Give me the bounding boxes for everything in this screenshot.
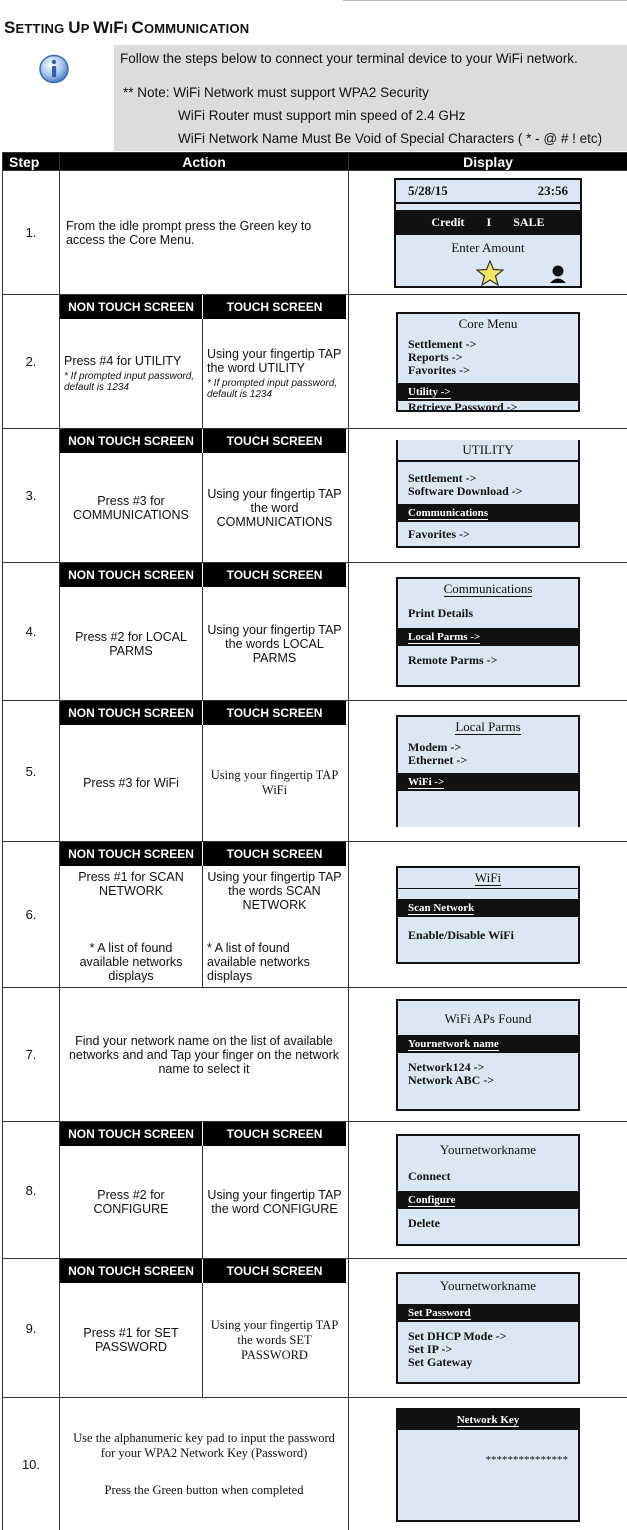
non-touch-header: NON TOUCH SCREEN [60,1259,203,1283]
screen-selected-item: Configure [398,1191,578,1209]
screen-menu-item: Favorites -> [408,362,470,377]
touch-instruction: Using your fingertip TAP the word CONFIGURE [207,1188,342,1216]
device-screen [396,1134,580,1246]
note-line-3: WiFi Network Name Must Be Void of Special Characters ( * - @ # ! etc) [178,131,603,146]
step-number: 10. [3,1398,60,1530]
password-field: *************** [485,1453,568,1466]
device-screen [396,715,580,827]
screen-menu-item: Set Gateway [408,1355,473,1369]
top-rule [343,0,627,1]
non-touch-header: NON TOUCH SCREEN [60,842,203,866]
step-display [349,295,627,429]
screen-header: Communications [443,580,533,596]
step-number: 3. [3,429,60,563]
step-row [3,842,627,988]
step-row [3,429,627,563]
note-intro: Follow the steps below to connect your terminal device to your WiFi network. [120,51,578,66]
step-number: 4. [3,563,60,701]
screen-menu-item: Remote Parms -> [408,652,498,667]
screen-selected-item: Communications [398,504,578,522]
screen-menu-item: Modem -> [408,740,462,754]
screen-prompt: Enter Amount [451,239,525,255]
step-action: Find your network name on the list of available networks and and Tap your finger on the network name to select it [60,988,349,1122]
non-touch-instruction: Press #4 for UTILITY [64,354,182,368]
screen-selected-item: Set Password [398,1304,578,1322]
touch-header: TOUCH SCREEN [203,701,346,725]
step-display [349,1398,627,1530]
screen-menu-item: Software Download -> [408,483,523,498]
header-step: Step [3,153,60,171]
screen-sale: SALE [513,214,545,229]
screen-header: WiFi APs Found [444,1010,532,1026]
info-icon [38,54,70,84]
screen-selected-item: Utility -> [398,383,578,401]
screen-selected-item: Scan Network [398,899,578,917]
touch-instruction: Using your fingertip TAP the words SCAN NETWORK [207,870,342,912]
screen-menu-item: Favorites -> [408,526,470,541]
screen-header: UTILITY [398,440,578,462]
screen-selected-item: Local Parms -> [398,628,578,646]
screen-menu-item: Set DHCP Mode -> [408,1329,507,1343]
screen-menu-item: Connect [408,1169,451,1183]
screen-selected-item: Yournetwork name [398,1035,578,1053]
step-row [3,1122,627,1259]
note-line-2: WiFi Router must support min speed of 2.4 GHz [178,108,466,123]
non-touch-header: NON TOUCH SCREEN [60,429,203,453]
screen-header: WiFi [474,869,502,885]
screen-header: Core Menu [458,315,518,331]
step-display [349,1259,627,1398]
screen-menu-item: Print Details [408,605,473,620]
touch-instruction: Using your fingertip TAP the word UTILITY [207,347,342,375]
non-touch-header: NON TOUCH SCREEN [60,295,203,319]
screen-menu-item: Settlement -> [408,336,477,351]
non-touch-instruction: Press #3 for COMMUNICATIONS [60,453,203,562]
step-number: 5. [3,701,60,842]
screen-menu-item: Retrieve Password -> [408,399,518,414]
non-touch-instruction: Press #2 for LOCAL PARMS [60,587,203,700]
screen-date: 5/28/15 [408,182,448,198]
device-screen [396,1408,580,1522]
non-touch-instruction: Press #3 for WiFi [60,725,203,841]
screen-selected-item: WiFi -> [398,773,578,791]
step-number: 6. [3,842,60,988]
header-display: Display [349,153,627,171]
step-row [3,171,627,295]
device-screen [396,866,580,964]
steps-table [2,152,627,1530]
touch-header: TOUCH SCREEN [203,842,346,866]
step-row [3,701,627,842]
step-action: From the idle prompt press the Green key to access the Core Menu. [60,171,349,295]
non-touch-note: * If prompted input password, default is 1234 [64,371,195,393]
non-touch-note: * A list of found available networks displays [79,941,183,983]
screen-time: 23:56 [537,182,568,198]
step-display [349,563,627,701]
screen-menu-item: Settlement -> [408,470,477,485]
step-row [3,563,627,701]
device-screen [396,999,580,1111]
touch-header: TOUCH SCREEN [203,1259,346,1283]
screen-menu-item: Reports -> [408,349,463,364]
header-action: Action [60,153,349,171]
device-screen [394,178,582,288]
step-display [349,171,627,295]
step-display [349,701,627,842]
page-title: SETTING UP WIFI COMMUNICATION [4,18,250,37]
screen-credit: Credit [431,214,465,229]
step-row [3,295,627,429]
touch-instruction: Using your fingertip TAP the word COMMUNICATIONS [207,486,342,529]
screen-separator: I [486,214,492,229]
step-action: Use the alphanumeric key pad to input the password for your WPA2 Network Key (Password) [73,1431,335,1460]
non-touch-instruction: Press #1 for SET PASSWORD [60,1283,203,1397]
screen-header: Yournetworkname [439,1278,537,1293]
touch-instruction: Using your fingertip TAP WiFi [210,768,339,797]
screen-menu-item: Enable/Disable WiFi [408,927,514,942]
screen-header: Network Key [456,1413,520,1426]
step-row [3,1259,627,1398]
screen-menu-item: Ethernet -> [408,753,468,767]
step-number: 8. [3,1122,60,1259]
non-touch-header: NON TOUCH SCREEN [60,701,203,725]
screen-header: Yournetworkname [439,1142,537,1157]
touch-header: TOUCH SCREEN [203,563,346,587]
non-touch-header: NON TOUCH SCREEN [60,563,203,587]
touch-note: * A list of found available networks displays [207,941,310,983]
screen-header: Local Parms [455,719,521,734]
touch-header: TOUCH SCREEN [203,295,346,319]
touch-note: * If prompted input password, default is 1234 [207,378,338,400]
non-touch-instruction: Press #2 for CONFIGURE [60,1146,203,1258]
device-screen [396,1272,580,1384]
user-icon [548,264,568,284]
screen-menu-item: Delete [408,1216,440,1230]
step-display [349,1122,627,1259]
step-display [349,429,627,563]
device-screen [396,577,580,687]
note-box [114,45,627,151]
star-icon [476,260,504,286]
screen-menu-item: Network ABC -> [408,1072,495,1087]
note-line-1: ** Note: WiFi Network must support WPA2 Security [123,85,429,100]
touch-instruction: Using your fingertip TAP the words SET PASSWORD [210,1317,339,1362]
step-row [3,988,627,1122]
step-row [3,1398,627,1530]
step-display [349,988,627,1122]
touch-header: TOUCH SCREEN [203,429,346,453]
step-number: 2. [3,295,60,429]
screen-menu-item: Network124 -> [408,1059,485,1074]
step-number: 7. [3,988,60,1122]
device-screen [396,312,580,412]
non-touch-header: NON TOUCH SCREEN [60,1122,203,1146]
device-screen [396,440,580,548]
step-action-2: Press the Green button when completed [104,1483,304,1497]
non-touch-instruction: Press #1 for SCAN NETWORK [78,870,184,898]
step-display [349,842,627,988]
touch-header: TOUCH SCREEN [203,1122,346,1146]
touch-instruction: Using your fingertip TAP the words LOCAL PARMS [207,622,342,665]
step-number: 9. [3,1259,60,1398]
screen-menu-item: Set IP -> [408,1342,453,1356]
step-number: 1. [3,171,60,295]
